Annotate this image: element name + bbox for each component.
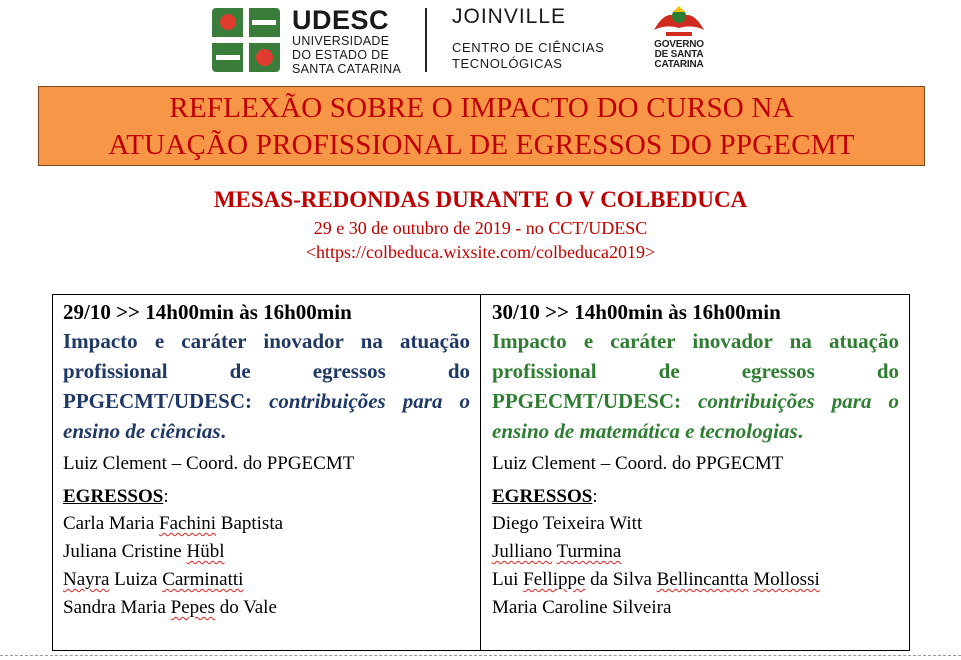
session-time: 29/10 >> 14h00min às 16h00min xyxy=(63,300,352,324)
udesc-sub-3: SANTA CATARINA xyxy=(292,62,402,76)
gov-sc-logo xyxy=(646,4,712,74)
udesc-name: UDESC xyxy=(292,5,390,35)
schedule-column-day1 xyxy=(53,295,481,650)
event-subtitle: MESAS-REDONDAS DURANTE O V COLBEDUCA xyxy=(213,187,748,212)
egressos-list xyxy=(492,510,899,622)
header-divider xyxy=(425,8,427,72)
topic-end: . xyxy=(797,419,803,443)
egressos-label: EGRESSOS xyxy=(492,486,593,507)
center-line-2: TECNOLÓGICAS xyxy=(452,56,563,71)
sc-emblem-icon xyxy=(646,4,712,40)
egressos-label: EGRESSOS xyxy=(63,486,164,507)
list-item: Nayra Luiza Carminatti xyxy=(63,569,244,590)
list-item: Maria Caroline Silveira xyxy=(492,597,672,618)
gov-line-1: GOVERNO xyxy=(654,39,704,50)
title-banner xyxy=(38,86,925,166)
list-item: Lui Fellippe da Silva Bellincantta Mollossi xyxy=(492,569,820,590)
gov-line-2: DE SANTA xyxy=(654,49,704,60)
campus-block xyxy=(452,4,604,72)
gov-line-3: CATARINA xyxy=(654,59,704,70)
udesc-logo-icon xyxy=(212,8,280,72)
egressos-heading: EGRESSOS: xyxy=(63,486,169,507)
coordinator: Luiz Clement – Coord. do PPGECMT xyxy=(492,453,784,474)
topic-text: Impacto e caráter inovador na atuação profissional de egressos do PPGECMT/UDESC: xyxy=(492,329,899,413)
list-item: Diego Teixeira Witt xyxy=(492,513,643,534)
list-item: Juliana Cristine Hübl xyxy=(63,541,225,562)
schedule-column-day2 xyxy=(481,295,909,650)
egressos-list xyxy=(63,510,470,622)
session-topic xyxy=(492,326,899,446)
event-date: 29 e 30 de outubro de 2019 - no CCT/UDESC xyxy=(313,218,648,238)
event-url: <https://colbeduca.wixsite.com/colbeduca2019> xyxy=(305,242,656,262)
list-item: Julliano Turmina xyxy=(492,541,622,562)
page-bottom-divider xyxy=(0,655,961,657)
center-line-1: CENTRO DE CIÊNCIAS xyxy=(452,40,605,55)
session-topic xyxy=(63,326,470,446)
session-time: 30/10 >> 14h00min às 16h00min xyxy=(492,300,781,324)
gov-text xyxy=(646,40,712,70)
list-item: Carla Maria Fachini Baptista xyxy=(63,513,284,534)
egressos-heading: EGRESSOS: xyxy=(492,486,598,507)
udesc-sub-1: UNIVERSIDADE xyxy=(292,34,390,48)
topic-end: . xyxy=(220,419,226,443)
list-item: Sandra Maria Pepes do Vale xyxy=(63,597,277,618)
header xyxy=(0,0,961,80)
topic-text: Impacto e caráter inovador na atuação profissional de egressos do PPGECMT/UDESC: xyxy=(63,329,470,413)
topic-italic: contribuições para o ensino de matemática e tecnologias xyxy=(492,389,900,443)
udesc-sub-2: DO ESTADO DE xyxy=(292,48,390,62)
title-line-2: ATUAÇÃO PROFISSIONAL DE EGRESSOS DO PPGECMT xyxy=(108,129,855,161)
topic-italic: contribuições para o ensino de ciências xyxy=(63,389,471,443)
title-line-1: REFLEXÃO SOBRE O IMPACTO DO CURSO NA xyxy=(169,92,794,124)
campus-name: JOINVILLE xyxy=(452,5,567,28)
coordinator: Luiz Clement – Coord. do PPGECMT xyxy=(63,453,355,474)
schedule-table xyxy=(52,294,910,651)
udesc-wordmark xyxy=(292,6,401,76)
